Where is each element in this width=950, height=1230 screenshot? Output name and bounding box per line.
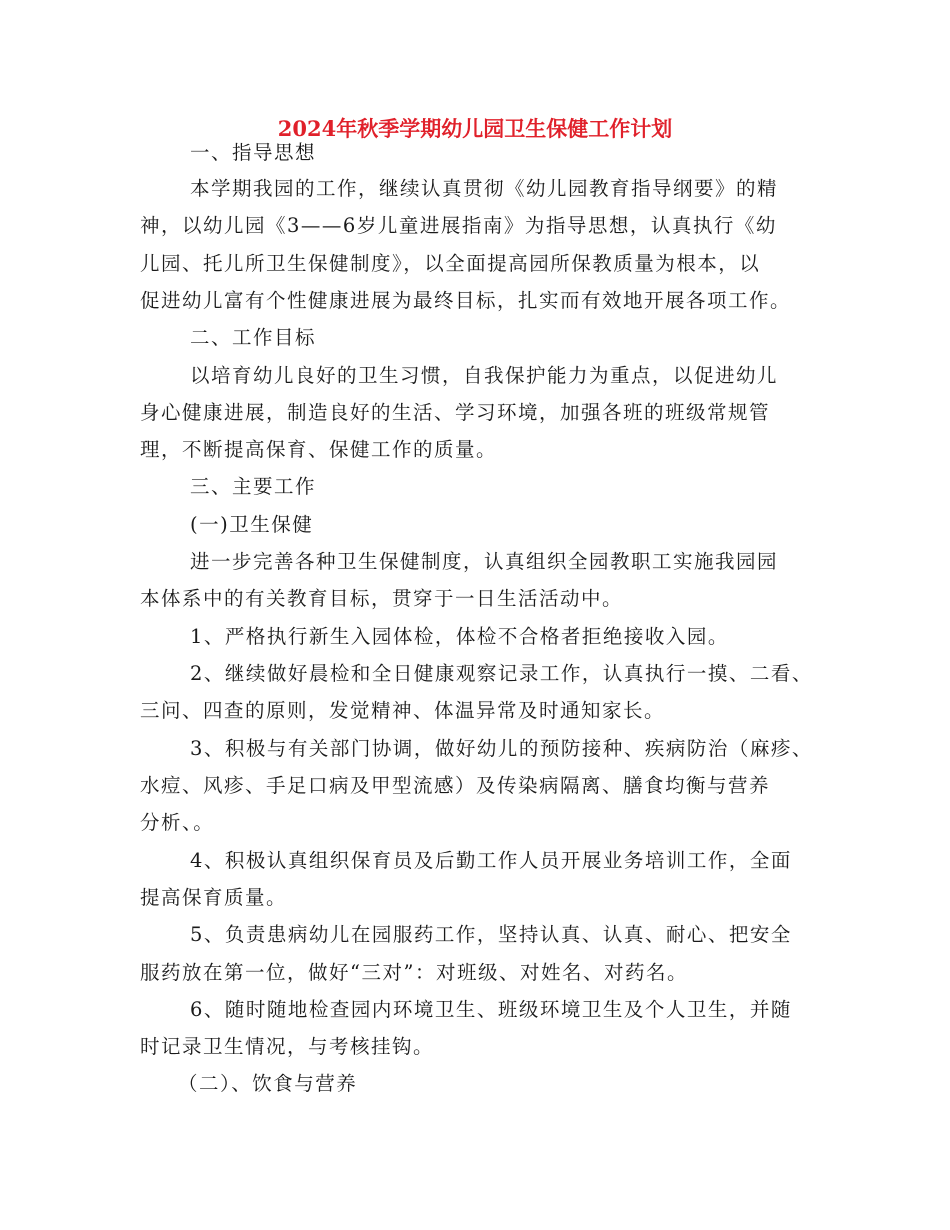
subsection-heading-2: （二）、饮食与营养 xyxy=(178,1072,358,1095)
list-item-3-cont: 水痘、风疹、手足口病及甲型流感）及传染病隔离、膳食均衡与营养 xyxy=(140,774,771,797)
list-item-2: 2、继续做好晨检和全日健康观察记录工作，认真执行一摸、二看、 xyxy=(190,662,813,685)
paragraph-line: 本学期我园的工作，继续认真贯彻《幼儿园教育指导纲要》的精 xyxy=(190,177,779,200)
paragraph-line: 神，以幼儿园《3——6岁儿童进展指南》为指导思想，认真执行《幼 xyxy=(140,214,777,237)
list-item-3: 3、积极与有关部门协调，做好幼儿的预防接种、疾病防治（麻疹、 xyxy=(190,737,813,760)
document-title: 2024年秋季学期幼儿园卫生保健工作计划 xyxy=(277,116,673,141)
section-heading-3: 三、主要工作 xyxy=(190,475,317,498)
paragraph-line: 身心健康进展，制造良好的生活、学习环境，加强各班的班级常规管 xyxy=(140,401,771,424)
list-item-4-cont: 提高保育质量。 xyxy=(140,886,288,909)
list-item-5: 5、负责患病幼儿在园服药工作，坚持认真、认真、耐心、把安全 xyxy=(190,923,792,946)
section-heading-1: 一、指导思想 xyxy=(190,141,317,164)
paragraph-line: 儿园、托儿所卫生保健制度》，以全面提高园所保教质量为根本，以 xyxy=(140,252,761,275)
list-item-5-cont: 服药放在第一位，做好“三对”：对班级、对姓名、对药名。 xyxy=(140,961,688,984)
section-heading-2: 二、工作目标 xyxy=(190,326,317,349)
list-item-4: 4、积极认真组织保育员及后勤工作人员开展业务培训工作，全面 xyxy=(190,849,792,872)
paragraph-line: 进一步完善各种卫生保健制度，认真组织全园教职工实施我园园 xyxy=(190,550,779,573)
list-item-3-cont: 分析、。 xyxy=(140,811,215,834)
paragraph-line: 本体系中的有关教育目标，贯穿于一日生活活动中。 xyxy=(140,587,624,610)
list-item-1: 1、严格执行新生入园体检，体检不合格者拒绝接收入园。 xyxy=(190,625,729,648)
paragraph-line: 理，不断提高保育、保健工作的质量。 xyxy=(140,438,498,461)
paragraph-line: 促进幼儿富有个性健康进展为最终目标，扎实而有效地开展各项工作。 xyxy=(140,289,792,312)
subsection-heading-1: (一)卫生保健 xyxy=(190,513,314,536)
paragraph-line: 以培育幼儿良好的卫生习惯，自我保护能力为重点，以促进幼儿 xyxy=(190,364,779,387)
list-item-6: 6、随时随地检查园内环境卫生、班级环境卫生及个人卫生，并随 xyxy=(190,998,792,1021)
list-item-2-cont: 三问、四查的原则，发觉精神、体温异常及时通知家长。 xyxy=(140,699,666,722)
list-item-6-cont: 时记录卫生情况，与考核挂钩。 xyxy=(140,1035,435,1058)
